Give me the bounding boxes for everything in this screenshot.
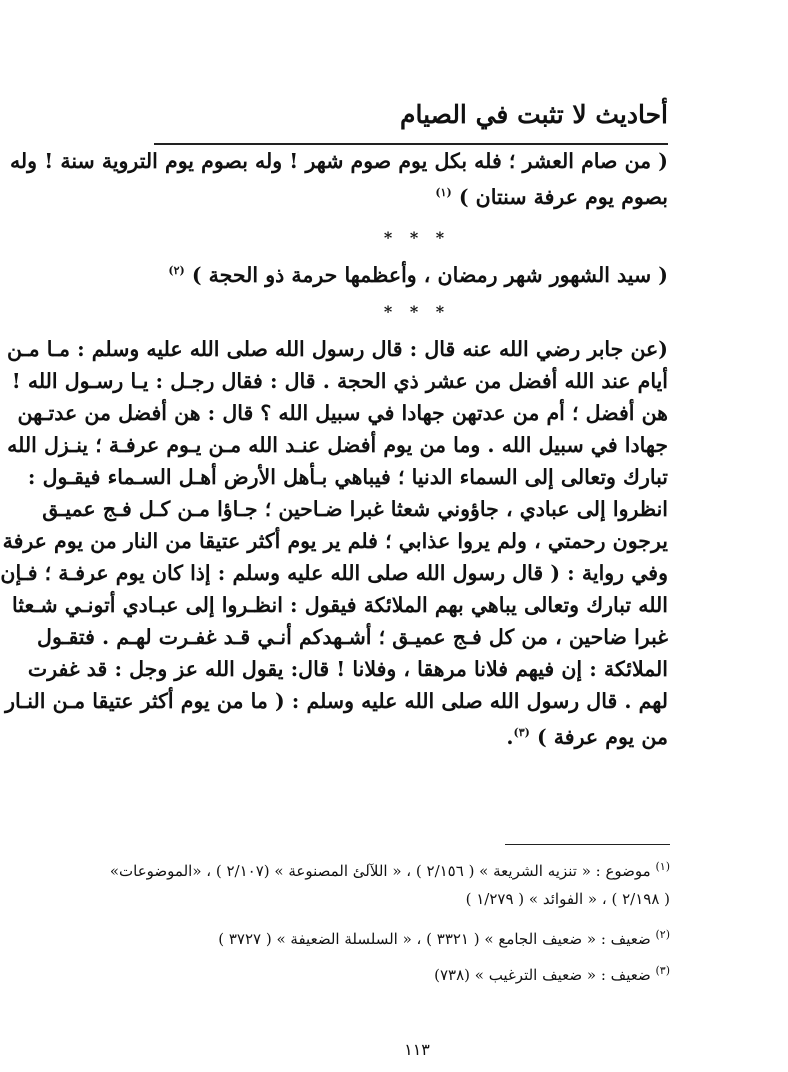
hadith3-line-12: لهم . قال رسول الله صلى الله عليه وسلم : ( ما من يوم أكثر عتيقا مـن النـار <box>5 689 668 713</box>
running-header: أحاديث لا تثبت في الصيام <box>400 100 668 129</box>
hadith3-line-2: أيام عند الله أفضل من عشر ذي الحجة . قال : فقال رجـل : يـا رسـول الله ! <box>11 369 668 393</box>
header-rule <box>154 143 668 145</box>
footnote-marker-1: (١) <box>435 186 452 199</box>
footnote-2-marker: (٢) <box>655 928 670 941</box>
separator-stars-1: * * * <box>383 228 451 247</box>
footnote-2-text: ضعيف : « ضعيف الجامع » ( ٣٣٢١ ) ، « السلسلة الضعيفة » ( ٣٧٢٧ ) <box>218 930 651 948</box>
footnote-rule <box>505 844 670 845</box>
hadith3-end-mark: . <box>506 724 514 749</box>
hadith3-line-5: تبارك وتعالى إلى السماء الدنيا ؛ فيباهي بـأهل الأرض أهـل السـماء فيقـول : <box>27 465 668 489</box>
hadith1-line-2-text: بصوم يوم عرفة سنتان ) <box>458 184 668 209</box>
hadith3-line-8: وفي رواية : ( قال رسول الله صلى الله عليه وسلم : إذا كان يوم عرفـة ؛ فـإن <box>0 561 668 585</box>
hadith1-line-1: ( من صام العشر ؛ فله بكل يوم صوم شهر ! وله بصوم يوم التروية سنة ! وله <box>9 149 668 173</box>
footnote-3-marker: (٣) <box>655 964 670 977</box>
hadith3-line-11: الملائكة : إن فيهم فلانا مرهقا ، وفلانا ! قال: يقول الله عز وجل : قد غفرت <box>27 657 668 681</box>
hadith1-line-2 <box>164 178 668 212</box>
hadith3-line-6: انظروا إلى عبادي ، جاؤوني شعثا غبرا ضـاحين ؛ جـاؤا مـن كـل فـج عميـق <box>42 497 668 521</box>
page-number: ١١٣ <box>404 1040 430 1059</box>
hadith3-line-10: غبرا ضاحين ، من كل فـج عميـق ؛ أشـهدكم أنـي قـد غفـرت لهـم . فتقـول <box>37 625 668 649</box>
footnote-marker-2: (٢) <box>168 264 185 277</box>
hadith3-line-9: الله تبارك وتعالى يباهي بهم الملائكة فيقول : انظـروا إلى عبـادي أتونـي شـعثا <box>12 593 668 617</box>
hadith3-line-1: (عن جابر رضي الله عنه قال : قال رسول الله صلى الله عليه وسلم : مـا مـن <box>6 337 668 361</box>
hadith3-line-13-text: من يوم عرفة ) <box>536 724 668 749</box>
hadith2-line <box>164 256 668 290</box>
footnote-3-line <box>164 960 670 986</box>
hadith3-line-3: هن أفضل ؛ أم من عدتهن جهادا في سبيل الله ؟ قال : هن أفضل من عدتـهن <box>17 401 668 425</box>
hadith3-line-4: جهادا في سبيل الله . وما من يوم أفضل عنـد الله مـن يـوم عرفـة ؛ ينـزل الله <box>7 433 668 457</box>
hadith3-line-13 <box>164 718 668 752</box>
footnote-1-text-1: موضوع : « تنزيه الشريعة » ( ٢/١٥٦ ) ، « اللآلئ المصنوعة » (٢/١٠٧ ) ، «الموضوعات» <box>109 862 651 880</box>
hadith3-line-7: يرجون رحمتي ، ولم يروا عذابي ؛ فلم ير يوم أكثر عتيقا من النار من يوم عرفة <box>2 529 668 553</box>
footnote-3-text: ضعيف : « ضعيف الترغيب » (٧٣٨) <box>434 966 651 984</box>
footnote-1-line-1 <box>109 856 670 882</box>
hadith2-text: ( سيد الشهور شهر رمضان ، وأعظمها حرمة ذو الحجة ) <box>191 262 668 287</box>
footnote-marker-3: (٣) <box>513 726 530 739</box>
footnote-1-line-2: ( ٢/١٩٨ ) ، « الفوائد » ( ١/٢٧٩ ) <box>465 890 670 908</box>
footnote-1-marker: (١) <box>655 860 670 873</box>
separator-stars-2: * * * <box>383 302 451 321</box>
footnote-2-line <box>164 924 670 950</box>
